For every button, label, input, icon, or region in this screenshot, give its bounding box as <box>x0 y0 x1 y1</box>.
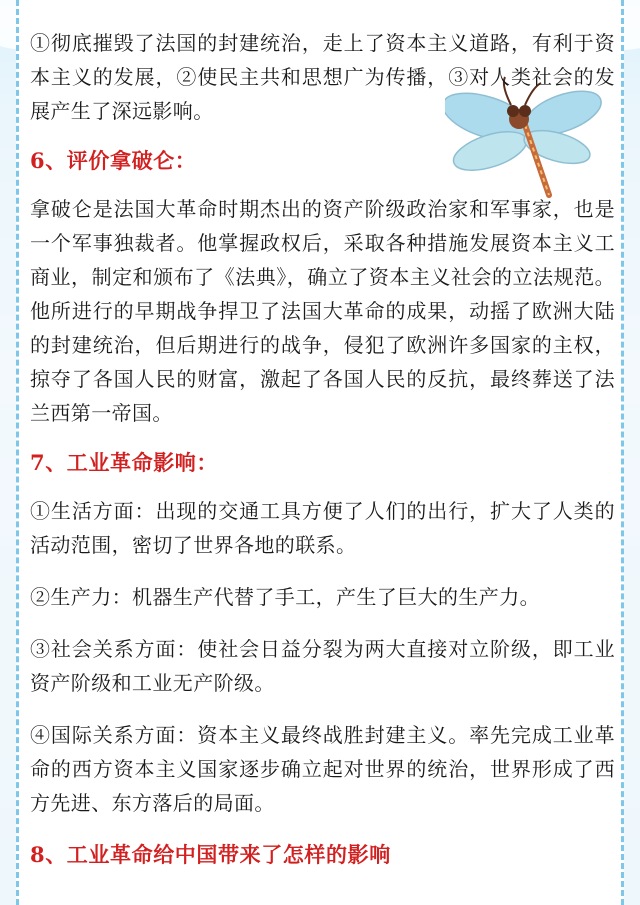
section-6-heading: 6、评价拿破仑： <box>30 148 197 173</box>
section-7-item: ②生产力：机器生产代替了手工，产生了巨大的生产力。 <box>30 585 540 609</box>
document-body <box>30 26 615 872</box>
section-7-item: ④国际关系方面：资本主义最终战胜封建主义。率先完成工业革命的西方资本主义国家逐步确立起对世界的统治，世界形成了西方先进、东方落后的局面。 <box>30 723 615 815</box>
intro-paragraph: ①彻底摧毁了法国的封建统治，走上了资本主义道路，有利于资本主义的发展，②使民主共和思想广为传播，③对人类社会的发展产生了深远影响。 <box>30 31 615 123</box>
section-7-heading: 7、工业革命影响： <box>30 450 219 475</box>
section-7-item: ③社会关系方面：使社会日益分裂为两大直接对立阶级，即工业资产阶级和工业无产阶级。 <box>30 637 615 695</box>
section-6-paragraph: 拿破仑是法国大革命时期杰出的资产阶级政治家和军事家，也是一个军事独裁者。他掌握政权后，采取各种措施发展资本主义工商业，制定和颁布了《法典》，确立了资本主义社会的立法规范。他所进行的早期战争捍卫了法国大革命的成果，动摇了欧洲大陆的封建统治，但后期进行的战争，侵犯了欧洲许多国家的主权，掠夺了各国人民的财富，激起了各国人民的反抗，最终葬送了法兰西第一帝国。 <box>30 197 615 425</box>
section-8-heading: 8、工业革命给中国带来了怎样的影响 <box>30 842 391 867</box>
section-7-item: ①生活方面：出现的交通工具方便了人们的出行，扩大了人类的活动范围，密切了世界各地的联系。 <box>30 499 615 557</box>
